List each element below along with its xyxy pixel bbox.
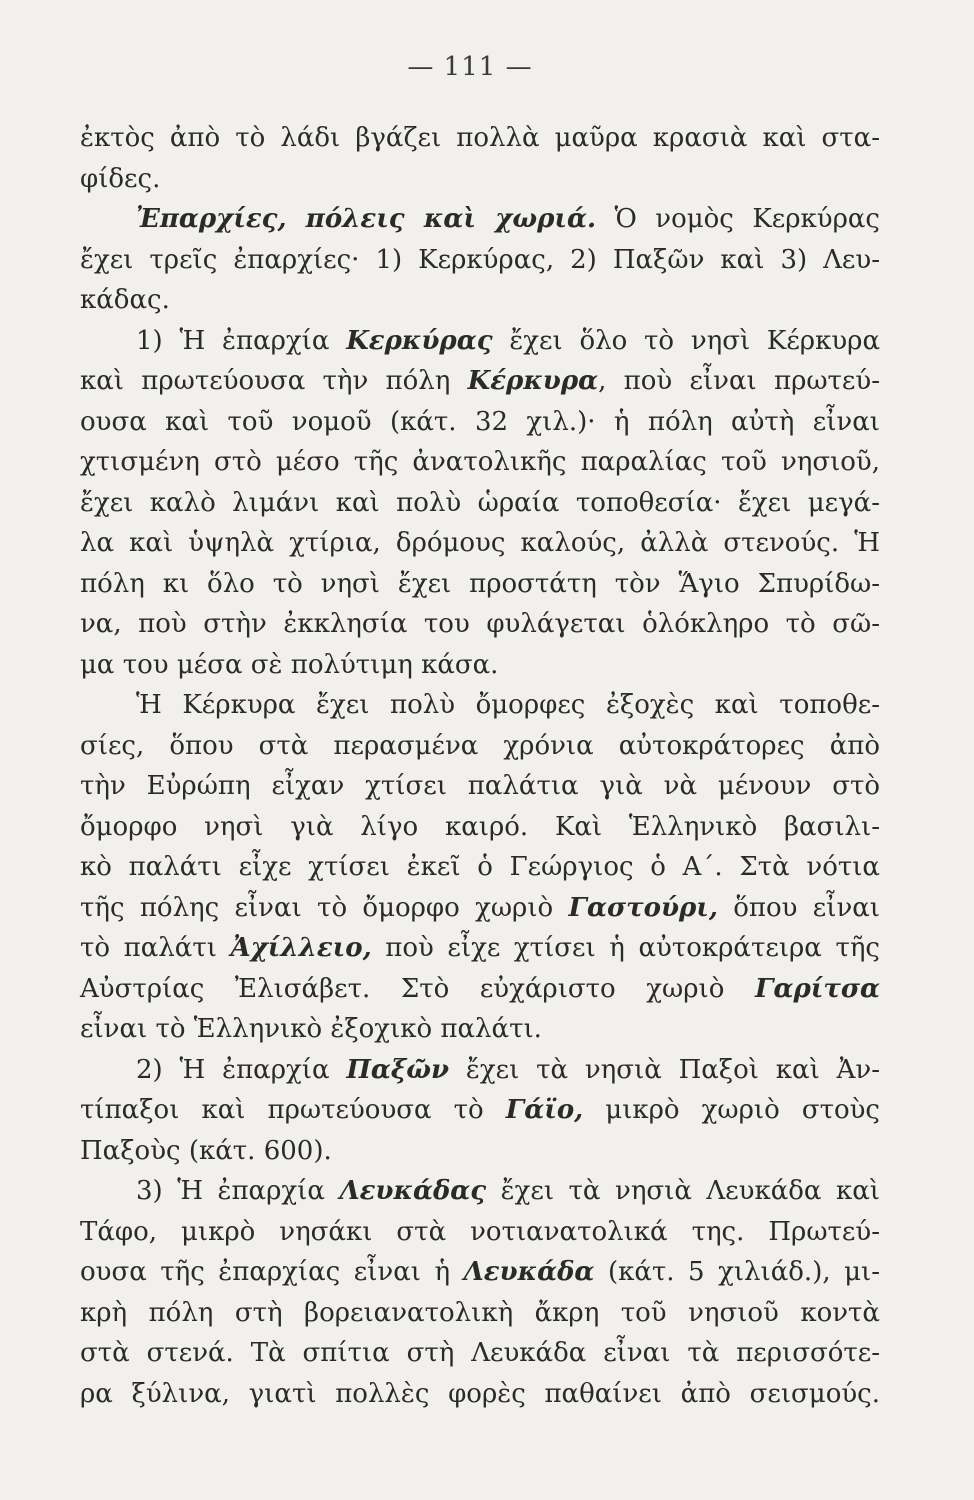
text-segment: ἔχει τὰ νησιὰ Λευκάδα καὶ <box>486 1176 881 1206</box>
text-line <box>80 1171 880 1212</box>
text-line <box>80 402 880 443</box>
text-line <box>80 1293 880 1334</box>
text-segment: , ποὺ εἶναι πρωτεύ- <box>598 366 880 396</box>
text-segment: ουσα καὶ τοῦ νομοῦ (κάτ. 32 χιλ.)· ἡ πόλη αὐτὴ εἶναι <box>80 406 880 437</box>
text-line <box>80 1374 880 1415</box>
text-segment: τίπαξοι καὶ πρωτεύουσα τὸ <box>80 1095 506 1125</box>
text-line <box>80 1131 880 1172</box>
text-line <box>80 766 880 807</box>
text-line <box>80 1009 880 1050</box>
text-segment: μικρὸ χωριὸ στοὺς <box>583 1095 880 1125</box>
emphasis-text: Λευκάδας <box>339 1176 487 1206</box>
emphasis-text: Παξῶν <box>346 1054 450 1085</box>
text-segment: τῆς πόλης εἶναι τὸ ὄμορφο χωριὸ <box>80 892 569 923</box>
text-line <box>80 361 880 402</box>
text-line <box>80 159 880 200</box>
text-segment: ὄμορφο νησὶ γιὰ λίγο καιρό. Καὶ Ἑλληνικὸ βασιλι- <box>80 811 880 842</box>
text-line <box>80 1212 880 1253</box>
text-segment: ρα ξύλινα, γιατὶ πολλὲς φορὲς παθαίνει ἀπὸ σεισμούς. <box>80 1378 880 1409</box>
text-segment: ουσα τῆς ἐπαρχίας εἶναι ἡ <box>80 1257 464 1287</box>
page-number: — 111 — <box>407 52 533 82</box>
text-segment: πόλη κι ὅλο τὸ νησὶ ἔχει προστάτη τὸν Ἅγιο Σπυρίδω- <box>80 568 880 599</box>
text-segment: να, ποὺ στὴν ἐκκλησία του φυλάγεται ὁλόκληρο τὸ σῶ- <box>80 609 880 639</box>
text-segment: κὸ παλάτι εἶχε χτίσει ἐκεῖ ὁ Γεώργιος ὁ Α΄. Στὰ νότια <box>80 852 880 882</box>
text-segment: φίδες. <box>80 163 161 194</box>
emphasis-text: Γάϊο, <box>505 1095 584 1125</box>
emphasis-text: Ἐπαρχίες, πόλεις καὶ χωριά. <box>136 204 597 234</box>
body-text <box>80 118 880 1414</box>
text-segment: ἔχει καλὸ λιμάνι καὶ πολὺ ὡραία τοποθεσία· ἔχει μεγά- <box>80 487 880 518</box>
emphasis-text: Γαρίτσα <box>754 973 880 1004</box>
text-line <box>80 321 880 362</box>
text-line <box>80 483 880 524</box>
emphasis-text: Γαστούρι, <box>568 892 718 923</box>
text-segment: ἔχει ὅλο τὸ νησὶ Κέρκυρα <box>492 325 880 356</box>
text-segment: χτισμένη στὸ μέσο τῆς ἀνατολικῆς παραλίας τοῦ νησιοῦ, <box>80 447 880 477</box>
text-segment: στὰ στενά. Τὰ σπίτια στὴ Λευκάδα εἶναι τὰ περισσότε- <box>80 1338 880 1368</box>
text-segment: 2) Ἡ ἐπαρχία <box>136 1054 347 1085</box>
text-segment: Ὁ νομὸς Κερκύρας <box>596 204 880 234</box>
text-line <box>80 1252 880 1293</box>
text-line <box>80 888 880 929</box>
text-line <box>80 604 880 645</box>
text-segment: 3) Ἡ ἐπαρχία <box>136 1176 340 1206</box>
text-line <box>80 1050 880 1091</box>
emphasis-text: Κερκύρας <box>346 325 493 356</box>
text-segment: ποὺ εἶχε χτίσει ἡ αὐτοκράτειρα τῆς <box>371 933 880 963</box>
text-segment: Αὐστρίας Ἐλισάβετ. Στὸ εὐχάριστο χωριὸ <box>80 973 755 1004</box>
text-line <box>80 847 880 888</box>
text-line <box>80 240 880 281</box>
text-segment: τὸ παλάτι <box>80 933 231 963</box>
text-segment: 1) Ἡ ἐπαρχία <box>136 325 347 356</box>
text-segment: ἐκτὸς ἀπὸ τὸ λάδι βγάζει πολλὰ μαῦρα κρασιὰ καὶ στα- <box>80 123 880 153</box>
emphasis-text: Κέρκυρα <box>467 366 599 396</box>
text-line <box>80 199 880 240</box>
text-segment: καὶ πρωτεύουσα τὴν πόλη <box>80 366 468 396</box>
text-line <box>80 807 880 848</box>
emphasis-text: Ἀχίλλειο, <box>230 933 372 963</box>
text-segment: Παξοὺς (κάτ. 600). <box>80 1135 332 1166</box>
text-line <box>80 118 880 159</box>
text-segment: Τάφο, μικρὸ νησάκι στὰ νοτιανατολικά της. Πρωτεύ- <box>80 1216 880 1247</box>
text-line <box>80 280 880 321</box>
text-line <box>80 969 880 1010</box>
text-segment: ὅπου εἶναι <box>717 892 880 923</box>
text-segment: κρὴ πόλη στὴ βορειανατολικὴ ἄκρη τοῦ νησιοῦ κοντὰ <box>80 1297 880 1328</box>
text-segment: (κάτ. 5 χιλιάδ.), μι- <box>594 1257 880 1287</box>
text-segment: λα καὶ ὑψηλὰ χτίρια, δρόμους καλούς, ἀλλὰ στενούς. Ἡ <box>80 528 880 558</box>
text-segment: σίες, ὅπου στὰ περασμένα χρόνια αὐτοκράτορες ἀπὸ <box>80 730 880 761</box>
text-segment: μα του μέσα σὲ πολύτιμη κάσα. <box>80 649 499 680</box>
text-line <box>80 685 880 726</box>
text-line <box>80 726 880 767</box>
text-line <box>80 523 880 564</box>
text-segment: κάδας. <box>80 285 170 315</box>
text-line <box>80 442 880 483</box>
text-line <box>80 928 880 969</box>
text-line <box>80 564 880 605</box>
text-segment: Ἡ Κέρκυρα ἔχει πολὺ ὄμορφες ἐξοχὲς καὶ τοποθε- <box>136 690 880 720</box>
text-segment: εἶναι τὸ Ἑλληνικὸ ἐξοχικὸ παλάτι. <box>80 1014 542 1044</box>
emphasis-text: Λευκάδα <box>463 1257 595 1287</box>
text-line <box>80 645 880 686</box>
text-segment: τὴν Εὐρώπη εἶχαν χτίσει παλάτια γιὰ νὰ μένουν στὸ <box>80 771 880 801</box>
text-line <box>80 1090 880 1131</box>
text-segment: ἔχει τρεῖς ἐπαρχίες· 1) Κερκύρας, 2) Παξῶν καὶ 3) Λευ- <box>80 244 880 275</box>
text-line <box>80 1333 880 1374</box>
text-segment: ἔχει τὰ νησιὰ Παξοὶ καὶ Ἀν- <box>449 1054 880 1085</box>
